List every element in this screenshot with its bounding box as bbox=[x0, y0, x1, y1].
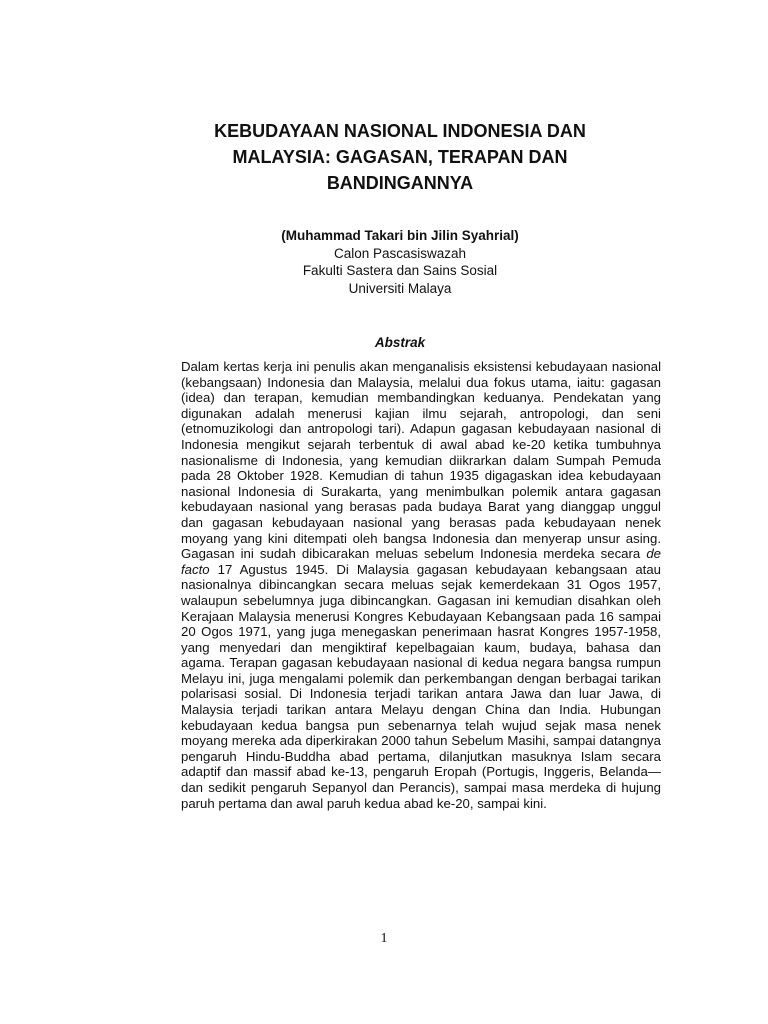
author-block bbox=[150, 227, 650, 297]
affiliation-line-3: Universiti Malaya bbox=[348, 280, 452, 296]
document-title bbox=[100, 118, 700, 196]
affiliation-line-1: Calon Pascasiswazah bbox=[333, 245, 467, 261]
page-number: 1 bbox=[380, 931, 388, 946]
title-line-2: MALAYSIA: GAGASAN, TERAPAN DAN bbox=[232, 147, 568, 167]
affiliation-line-2: Fakulti Sastera dan Sains Sosial bbox=[302, 263, 498, 278]
abstract-italic-term: de facto bbox=[181, 546, 661, 577]
abstract-text-part-1: Dalam kertas kerja ini penulis akan menganalisis eksistensi kebudayaan nasional (kebangsaan) Indonesia dan Malaysia, melalui dua fokus utama, iaitu: gagasan (idea) dan terapan, kemudian membandingkan keduanya. Pendekatan yang digunakan adalah menerusi kajian ilmu sejarah, antropologi, dan seni (etnomuzikologi dan antropologi tari). Adapun gagasan kebudayaan nasional di Indonesia mengikut sejarah terbentuk di awal abad ke-20 ketika tumbuhnya nasionalisme di Indonesia, yang kemudian diikrarkan dalam Sumpah Pemuda pada 28 Oktober 1928. Kemudian di tahun 1935 digagaskan idea kebudayaan nasional Indonesia di Surakarta, yang menimbulkan polemik antara gagasan kebudayaan nasional yang berasas pada budaya Barat yang dianggap unggul dan gagasan kebudayaan nasional yang berasas pada kebudayaan nenek moyang yang kini ditempati oleh bangsa Indonesia dan menyerap unsur asing. Gagasan ini sudah dibicarakan meluas sebelum Indonesia merdeka secara bbox=[181, 359, 661, 562]
title-line-3: BANDINGANNYA bbox=[326, 173, 474, 193]
abstract-body bbox=[181, 359, 661, 811]
title-line-1: KEBUDAYAAN NASIONAL INDONESIA DAN bbox=[214, 121, 586, 141]
abstract-heading: Abstrak bbox=[374, 335, 426, 350]
author-name: (Muhammad Takari bin Jilin Syahrial) bbox=[281, 228, 519, 243]
abstract-text-part-2: 17 Agustus 1945. Di Malaysia gagasan kebudayaan kebangsaan atau nasionalnya dibincangkan secara meluas sejak kemerdekaan 31 Ogos 1957, walaupun sebelumnya juga dibincangkan. Gagasan ini kemudian disahkan oleh Kerajaan Malaysia menerusi Kongres Kebudayaan Kebangsaan pada 16 sampai 20 Ogos 1971, yang juga menegaskan penerimaan hasrat Kongres 1957-1958, yang menyedari dan mengiktiraf kepelbagaian kaum, budaya, bahasa dan agama. Terapan gagasan kebudayaan nasional di kedua negara bangsa rumpun Melayu ini, juga mengalami polemik dan perkembangan dengan berbagai tarikan polarisasi sosial. Di Indonesia terjadi tarikan antara Jawa dan luar Jawa, di Malaysia terjadi tarikan antara Melayu dengan China dan India. Hubungan kebudayaan kedua bangsa pun sebenarnya telah wujud sejak masa nenek moyang mereka ada diperkirakan 2000 tahun Sebelum Masihi, sampai datangnya pengaruh Hindu-Buddha abad pertama, dilanjutkan masuknya Islam secara adaptif dan massif abad ke-13, pengaruh Eropah (Portugis, Inggeris, Belanda—dan sedikit pengaruh Sepanyol dan Perancis), sampai masa merdeka di hujung paruh pertama dan awal paruh kedua abad ke-20, sampai kini. bbox=[181, 561, 661, 811]
